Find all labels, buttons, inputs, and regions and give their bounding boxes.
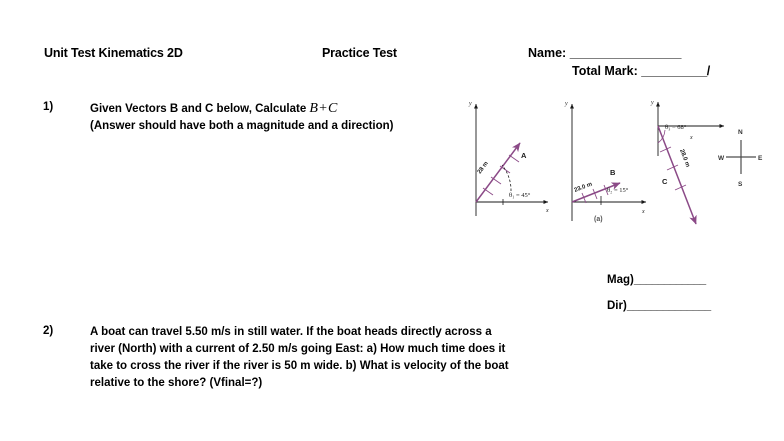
compass-rose (718, 129, 763, 188)
question-2-text: A boat can travel 5.50 m/s in still water. If the boat heads directly across a river (North) with a current of 2.50 m/s going East: a) How much time does it take to cross the river if the river is 50 m wide. b) What is velocity of the boat relative to the shore? (Vfinal=?) (90, 326, 509, 389)
name-blank-line[interactable]: _________________ (569, 46, 682, 60)
panel-c-x-axis-label: x (690, 135, 693, 141)
panel-a-y-axis-label: y (469, 101, 472, 107)
panel-c-vector-label: C (662, 177, 668, 186)
question-1-expression: B+C (309, 101, 338, 116)
figure-caption: (a) (594, 216, 603, 223)
magnitude-answer-blank[interactable]: ____________ (633, 274, 706, 286)
panel-b-diagram (564, 101, 646, 221)
page-subtitle: Practice Test (322, 46, 397, 60)
compass-south-label: S (738, 181, 743, 188)
panel-a-tick-4 (509, 155, 519, 162)
vector-diagram-figure (462, 96, 774, 236)
panel-c-diagram (650, 100, 724, 224)
panel-b-y-axis-label: y (565, 101, 568, 107)
question-1-text (90, 100, 450, 135)
panel-b-magnitude-label: 23.0 m (573, 181, 594, 194)
question-1-prompt: Given Vectors B and C below, Calculate (90, 103, 310, 115)
name-field-row (528, 46, 681, 60)
direction-answer-row (607, 300, 711, 312)
panel-a-x-axis-label: x (546, 208, 549, 214)
magnitude-answer-label: Mag) (607, 274, 634, 286)
panel-a-angle-label: θ₁ = 45° (509, 192, 531, 199)
panel-c-tick-1 (660, 147, 671, 152)
total-mark-label: Total Mark: (572, 64, 638, 78)
panel-c-y-axis-label: y (651, 100, 654, 106)
question-1-line-2: (Answer should have both a magnitude and a direction) (90, 120, 394, 132)
panel-c-magnitude-label: 28.0 m (678, 148, 691, 169)
magnitude-answer-row (607, 274, 706, 286)
compass-east-label: E (758, 155, 763, 162)
direction-answer-label: Dir) (607, 300, 627, 312)
panel-a-angle-arc (502, 165, 511, 191)
panel-a-magnitude-label: 28 m (476, 160, 490, 176)
direction-answer-blank[interactable]: ______________ (626, 300, 711, 312)
question-2-number: 2) (43, 325, 54, 337)
total-mark-row (572, 64, 710, 78)
question-1-line-1 (90, 100, 450, 118)
name-label: Name: (528, 46, 567, 60)
panel-a-diagram (468, 101, 549, 216)
panel-c-angle-label: θ₃ = 68° (665, 124, 687, 131)
page-title: Unit Test Kinematics 2D (44, 46, 183, 60)
panel-c-tick-2 (667, 165, 678, 170)
compass-north-label: N (738, 129, 743, 136)
compass-west-label: W (718, 155, 725, 162)
panel-a-vector-label: A (521, 151, 527, 160)
panel-b-angle-label: θ₂ = 15° (607, 187, 629, 194)
question-1-number: 1) (43, 101, 54, 113)
total-mark-blank-line[interactable]: __________/ (641, 64, 710, 78)
panel-b-x-axis-label: x (642, 209, 645, 215)
panel-b-vector-label: B (610, 168, 616, 177)
